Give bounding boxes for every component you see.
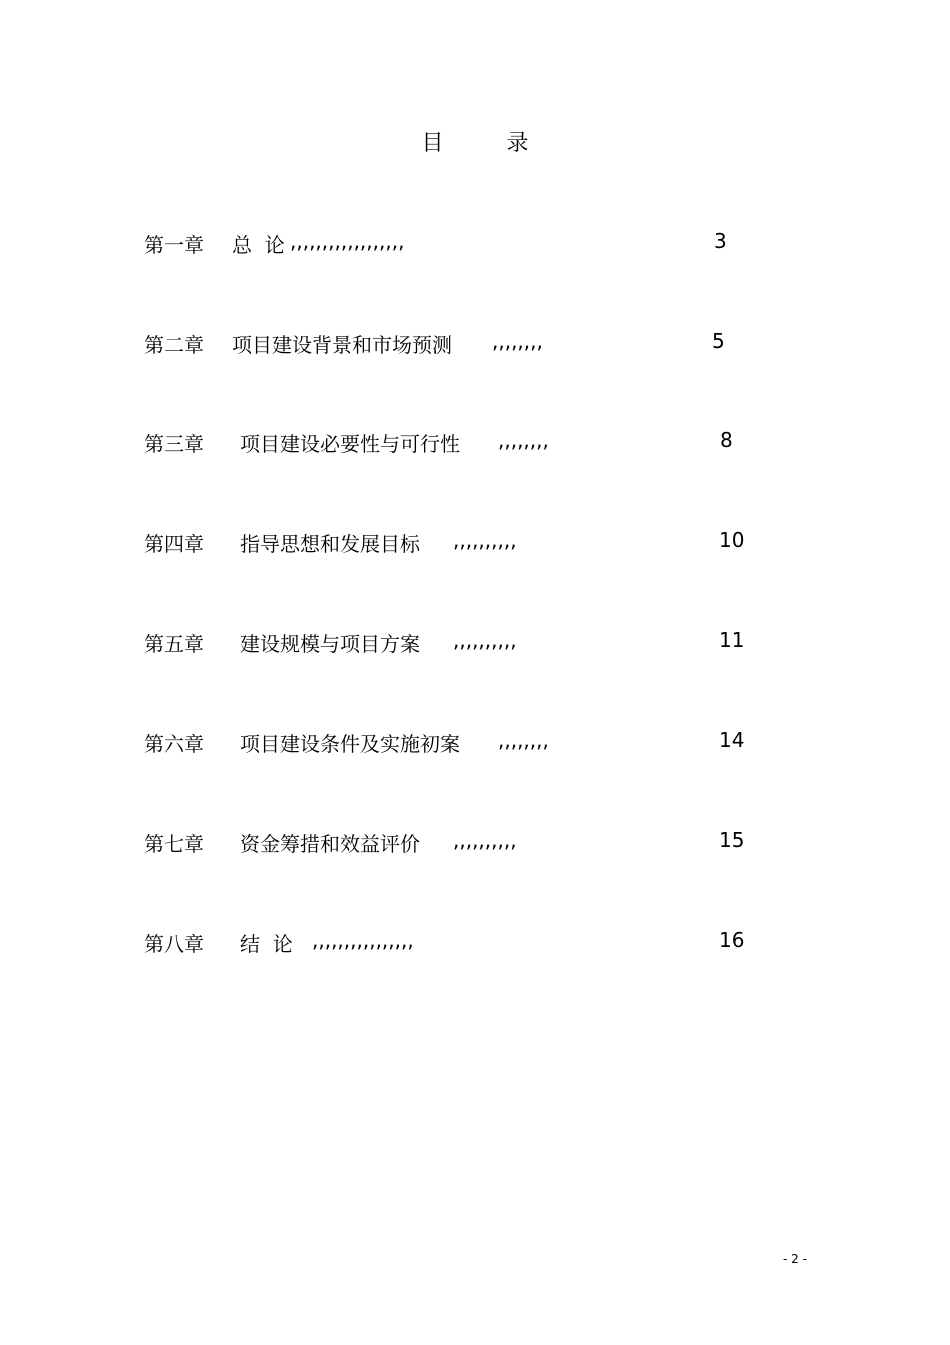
- chapter-title: 总 论: [232, 233, 285, 257]
- chapter-number: 第七章: [144, 832, 204, 856]
- chapter-number: 第四章: [144, 532, 204, 556]
- page-footer-number: - 2 -: [783, 1252, 807, 1266]
- chapter-number: 第八章: [144, 932, 204, 956]
- chapter-title: 建设规模与项目方案: [240, 632, 420, 656]
- leader-dots: ,,,,,,,,,,: [453, 828, 517, 852]
- toc-entry-2[interactable]: [0, 329, 950, 359]
- page-number: 14: [719, 728, 745, 752]
- chapter-title: 项目建设必要性与可行性: [240, 432, 460, 456]
- chapter-number: 第二章: [144, 333, 204, 357]
- page-number: 10: [719, 528, 745, 552]
- toc-entry-1[interactable]: [0, 229, 950, 259]
- toc-entry-7[interactable]: [0, 828, 950, 858]
- chapter-title: 资金筹措和效益评价: [240, 832, 420, 856]
- leader-dots: ,,,,,,,,: [492, 329, 543, 353]
- leader-dots: ,,,,,,,,: [498, 428, 549, 452]
- chapter-title: 结 论: [240, 932, 293, 956]
- leader-dots: ,,,,,,,,,,: [453, 528, 517, 552]
- leader-dots: ,,,,,,,,,,,,,,,,: [312, 928, 414, 952]
- chapter-title: 项目建设条件及实施初案: [240, 732, 460, 756]
- chapter-title: 项目建设背景和市场预测: [232, 333, 452, 357]
- page-number: 8: [720, 428, 733, 452]
- chapter-number: 第一章: [144, 233, 204, 257]
- toc-entry-6[interactable]: [0, 728, 950, 758]
- leader-dots: ,,,,,,,,,,: [453, 628, 517, 652]
- page-number: 16: [719, 928, 745, 952]
- toc-entry-3[interactable]: [0, 428, 950, 458]
- toc-title: 目 录: [421, 131, 557, 156]
- page-number: 15: [719, 828, 745, 852]
- page-number: 11: [719, 628, 745, 652]
- toc-entry-5[interactable]: [0, 628, 950, 658]
- leader-dots: ,,,,,,,,,,,,,,,,,,: [290, 229, 405, 253]
- chapter-number: 第五章: [144, 632, 204, 656]
- page-number: 3: [714, 229, 727, 253]
- chapter-number: 第三章: [144, 432, 204, 456]
- toc-entry-4[interactable]: [0, 528, 950, 558]
- toc-entry-8[interactable]: [0, 928, 950, 958]
- page-number: 5: [712, 329, 725, 353]
- chapter-number: 第六章: [144, 732, 204, 756]
- chapter-title: 指导思想和发展目标: [240, 532, 420, 556]
- leader-dots: ,,,,,,,,: [498, 728, 549, 752]
